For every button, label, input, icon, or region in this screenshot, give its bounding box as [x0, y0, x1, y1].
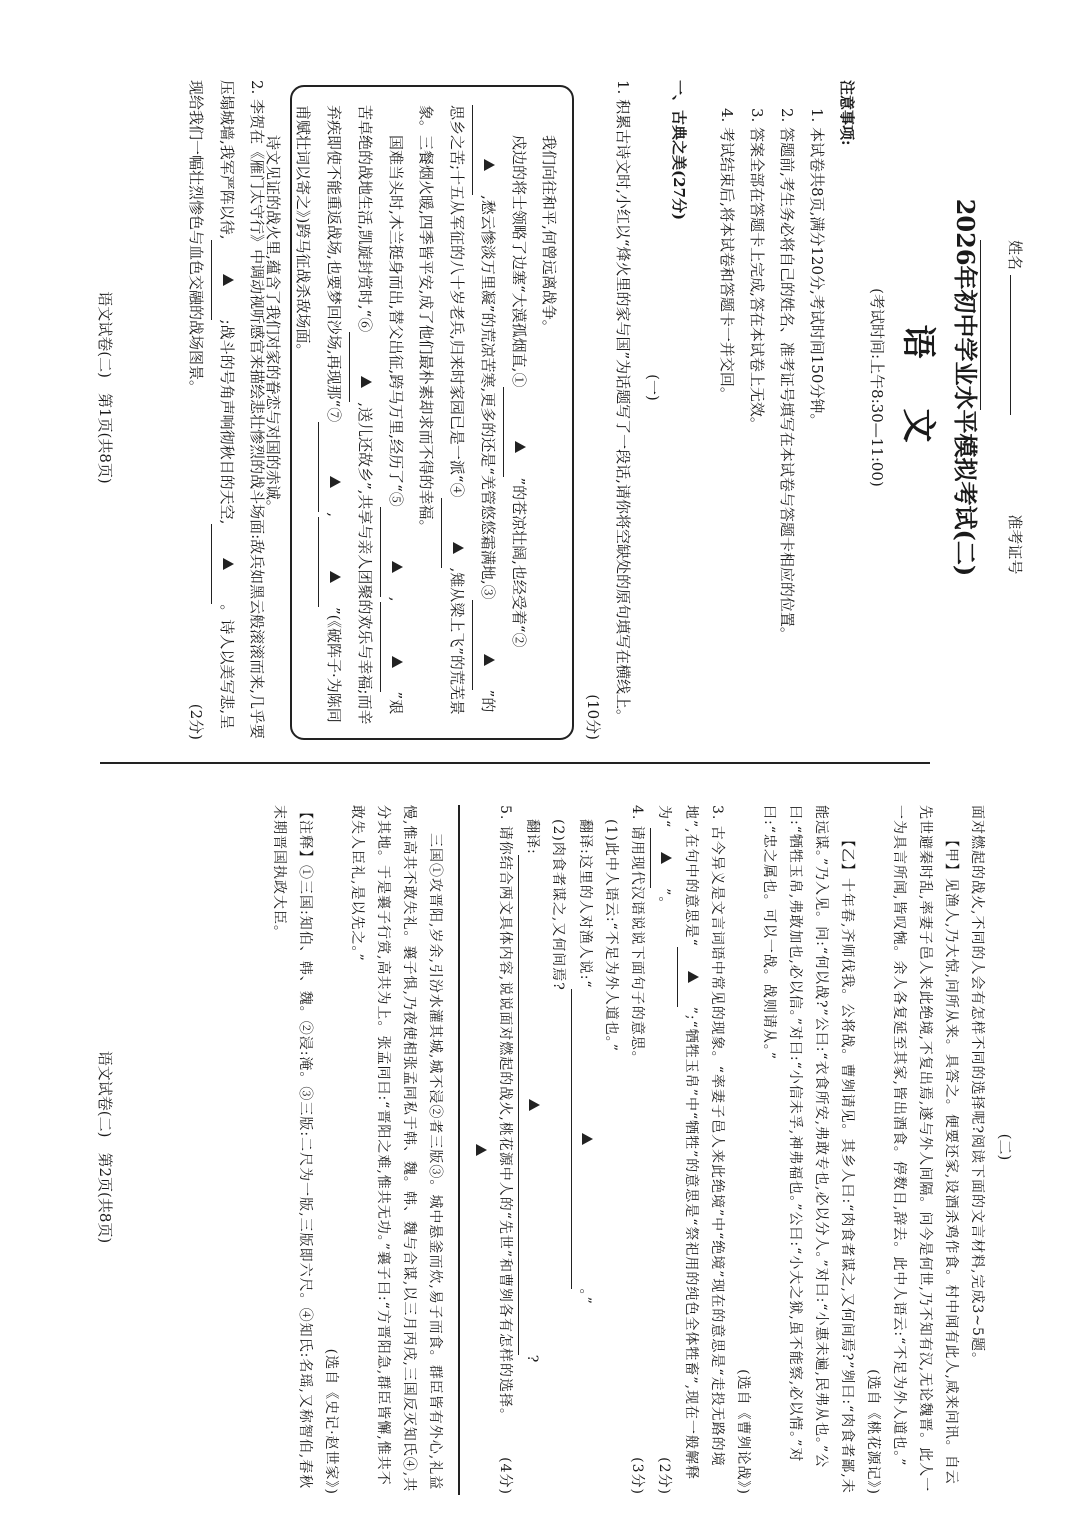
name-label: 姓名 [1006, 240, 1024, 271]
blank-5b[interactable] [380, 602, 411, 692]
page-2-footer: 语文试卷(二) 第2页(共8页) [96, 1050, 114, 1244]
passage-yi-source: (选自《曹刿论战》) [735, 1369, 751, 1495]
triangle-icon [453, 542, 464, 554]
poem-passage-box [264, 85, 574, 740]
poem-para-1: 戍边的将士领略了边塞“大漠孤烟直,①”的苍凉壮阔,也经受着“②,愁云惨淡万里凝”的荒凉苦寒,更多的还是“羌管悠悠霜满地,③”的思乡之苦;十五从军征的八十岁老兵,归来时家园已是一派“④,雉从梁上飞”的荒芜景象。三餐烟火暖,四季皆平安,成了他们最朴素却求而不得的幸福。 [411, 105, 534, 725]
note-item: 2. 答题前,考生务必将自己的姓名、准考证号填写在本试卷与答题卡相应的位置。 [778, 108, 796, 642]
page-divider [100, 762, 930, 764]
poem-para-2: 国难当头时,木兰挺身而出,替父出征,跨马万里,经历了“⑤,”艰苦卓绝的战地生活,凯旋封赏时,“⑥,送儿还故乡”,共享与亲人团聚的欢乐与幸福;而辛弃疾即使不能重返战场,也要梦回沙场,再现那“⑦,”(《破阵子·为陈同甫赋壮词以寄之》)跨马征战杀敌场面。 [288, 105, 411, 725]
exam-time: (考试时间:上午8:30—11:00) [868, 288, 886, 487]
question-5-points: (4分) [497, 1457, 513, 1495]
blank-q4-2[interactable] [518, 855, 545, 1355]
triangle-icon [392, 656, 403, 668]
subject-title: 语 文 [898, 324, 938, 451]
section2-intro: 面对燃起的战火,不同的人会有怎样不同的选择呢?阅读下面的文言材料,完成3~5题。 [969, 805, 985, 1367]
blank-5[interactable] [380, 507, 411, 597]
section2-part-label: (二) [996, 1133, 1014, 1161]
blank-q3-2[interactable] [650, 828, 677, 888]
note-item: 1. 本试卷共8页,满分120分,考试时间150分钟。 [808, 108, 826, 429]
triangle-icon [223, 274, 234, 286]
passage-bing-notes: 【注释】①三国:知伯、韩、魏。②浸:淹。③三版:二尺为一版,三版即六尺。④知氏:名瑶,又称智伯,春秋末期晋国执政大臣。 [271, 805, 313, 1490]
question-5: 5. 请你结合两文具体内容,说说面对燃起的战火,桃花源中人的“先世”和曹刿各有怎样的选择。 (4分) [492, 805, 518, 1495]
note-item: 4. 考试结束后,将本试卷和答题卡一并交回。 [718, 108, 736, 402]
ticket-field[interactable] [980, 240, 999, 410]
triangle-icon [223, 558, 234, 570]
question-4-2: (2)肉食者谋之,又何间焉? [550, 819, 566, 991]
question-4: 4. 请用现代汉语说说下面句子的意思。 (3分) [624, 805, 650, 1495]
triangle-icon [392, 561, 403, 573]
triangle-icon [661, 852, 672, 864]
question-1-text: 1. 积累古诗文时,小红以“烽火里的家与国”为话题写了一段话,请你将空缺处的原句填写在横线上。 [614, 80, 632, 724]
question-3-points: (2分) [656, 1457, 672, 1495]
section1-part-label: (一) [644, 374, 662, 401]
page-1-footer: 语文试卷(二) 第1页(共8页) [96, 291, 114, 484]
passage-bing: 三国①攻晋阳,岁余,引汾水灌其城,城不浸②者三版③。城中悬釜而炊,易子而食。群臣皆有外心,礼益慢,惟高共不敢失礼。襄子惧,乃夜使相张孟同私于韩、魏。韩、魏与合谋,以三月丙戌,三国反灭知氏④,共分其地。于是襄子行赏,高共为上。张孟同曰:“晋阳之难,惟共无功。”襄子曰:“方晋阳急,群臣皆懈,惟共不敢失人臣礼,是以先之。” [349, 805, 443, 1493]
question-3: 3. 古今异义是文言词语中常见的现象。“率妻子邑人来此绝境”中“绝境”现在的意思是“走投无路的境地”,在句中的意思是“”;“牺牲玉帛”中“牺牲”的意思是“祭祀用的纯色全体牲畜”,现在一般解释为“”。 (2分) [650, 805, 730, 1495]
question-4-2-answer: 翻译:? [518, 805, 545, 1495]
blank-1[interactable] [503, 387, 534, 477]
blank-7[interactable] [318, 422, 349, 512]
page-2 [0, 775, 1080, 1519]
blank-2[interactable] [472, 105, 503, 195]
poem-line: 我们向往和平,何曾远离战争。 [540, 135, 558, 335]
ticket-label: 准考证号 [1006, 514, 1024, 575]
answer-line [458, 805, 460, 1495]
note-item: 3. 答案全部在答题卡上完成,答在本试卷上无效。 [748, 108, 766, 432]
question-1 [578, 80, 638, 740]
section1-title: 一、古典之美(27分) [670, 80, 688, 221]
passage-bing-source: (选自《史记·赵世家》) [323, 1348, 339, 1495]
exam-title: 2026年初中学业水平模拟考试(二) [951, 198, 980, 577]
question-2: 2. 李贺在《雁门太守行》中调动视听感官来描绘悲壮惨烈的战斗场面:敌兵如黑云般滚滚而来,几乎要压塌城墙,我军严阵以待,;战斗的号角声响彻秋日的天空,。诗人以美写悲,呈现给我们一幅壮烈惨色与血色交融的战场图景。 (2分) [181, 80, 272, 740]
triangle-icon [484, 159, 495, 171]
poem-line: 诗文见证的战火里,蕴含了我们对家的眷恋与对国的赤诚。 [264, 135, 282, 515]
triangle-icon [476, 1144, 487, 1156]
notes-block [712, 80, 862, 740]
question-2-points: (2分) [187, 703, 205, 740]
triangle-icon [484, 654, 495, 666]
answer-area-q5[interactable] [466, 805, 492, 1495]
triangle-icon [582, 1133, 593, 1145]
passage-yi: 【乙】十年春,齐师伐我。公将战。曹刿请见。其乡人曰:“肉食者谋之,又何间焉?”刿曰:“肉食者鄙,未能远谋。”乃入见。问:“何以战?”公曰:“衣食所安,弗敢专也,必以分人。”对曰:“小惠未遍,民弗从也。”公曰:“牺牲玉帛,弗敢加也,必以信。”对曰:“小信未孚,神弗福也。”公曰:“小大之狱,虽不能察,必以情。”对曰:“忠之属也。可以一战。战则请从。” [761, 805, 855, 1494]
question-1-points: (10分) [584, 694, 602, 740]
triangle-icon [515, 441, 526, 453]
triangle-icon [529, 1099, 540, 1111]
blank-6[interactable] [349, 332, 380, 402]
blank-q3-1[interactable] [677, 947, 704, 1007]
notes-title: 注意事项: [838, 80, 856, 146]
blank-q4-1[interactable] [571, 989, 598, 1289]
blank-4[interactable] [441, 498, 472, 568]
triangle-icon [330, 571, 341, 583]
triangle-icon [688, 971, 699, 983]
question-4-1-answer: 翻译:这里的人对渔人说:“。” [571, 805, 598, 1495]
triangle-icon [361, 376, 372, 388]
blank-7b[interactable] [318, 517, 349, 607]
question-4-points: (3分) [629, 1457, 645, 1495]
question-4-1: (1)此中人语云:“不足为外人道也。” [603, 819, 619, 1052]
blank-q2-1[interactable] [211, 240, 242, 320]
passage-jia-source: (选自《桃花源记》) [865, 1369, 881, 1495]
passage-jia: 【甲】见渔人,乃大惊,问所从来。具答之。便要还家,设酒杀鸡作食。村中闻有此人,咸来问讯。自云先世避秦时乱,率妻子邑人来此绝境,不复出焉,遂与外人间隔。问今是何世,乃不知有汉,无论魏晋。此人一一为具言所闻,皆叹惋。余人各复延至其家,皆出酒食。停数日,辞去。此中人语云:“不足为外人道也。” [891, 805, 959, 1493]
blank-q2-2[interactable] [211, 524, 242, 604]
name-field[interactable] [1010, 275, 1029, 415]
section2-text [266, 805, 990, 1495]
triangle-icon [330, 476, 341, 488]
blank-3[interactable] [472, 600, 503, 690]
